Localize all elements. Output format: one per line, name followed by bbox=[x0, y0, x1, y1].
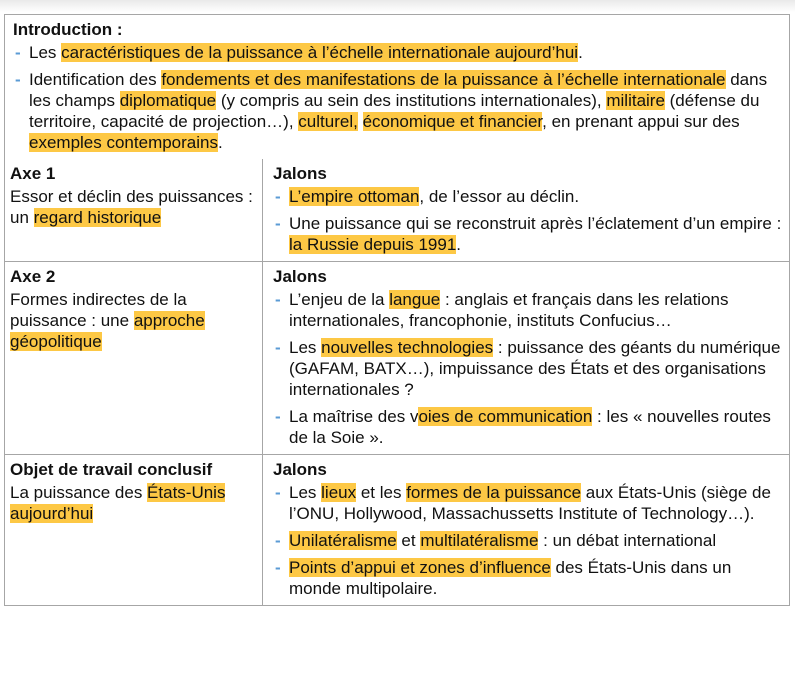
text-run: La puissance des bbox=[10, 483, 148, 502]
text-run: des États-Unis dans un monde multipolaire. bbox=[289, 558, 732, 598]
text-run: Les bbox=[289, 338, 322, 357]
highlighted-text: langue bbox=[389, 290, 441, 309]
bullet-dash-icon: - bbox=[275, 290, 281, 309]
highlighted-text: caractéristiques de la puissance à l’échelle internationale aujourd’hui bbox=[61, 43, 579, 62]
highlighted-text: formes de la puissance bbox=[406, 483, 582, 502]
bullet-dash-icon: - bbox=[15, 70, 21, 89]
list-item bbox=[273, 337, 783, 400]
jalons-title: Jalons bbox=[273, 164, 327, 183]
bullet-dash-icon: - bbox=[275, 187, 281, 206]
list-item bbox=[273, 557, 783, 599]
intro-list bbox=[13, 42, 781, 153]
axis-row bbox=[5, 454, 789, 605]
axis-description bbox=[10, 482, 258, 524]
jalons-title: Jalons bbox=[273, 267, 327, 286]
text-run: et les bbox=[356, 483, 407, 502]
intro-title: Introduction : bbox=[13, 20, 123, 39]
jalons-cell bbox=[263, 262, 789, 454]
highlighted-text: exemples contemporains bbox=[29, 133, 218, 152]
program-table bbox=[4, 14, 790, 606]
text-run: et bbox=[396, 531, 421, 550]
axis-cell bbox=[5, 159, 263, 261]
highlighted-text: fondements et des manifestations de la puissance à l’échelle internationale bbox=[161, 70, 726, 89]
jalons-title: Jalons bbox=[273, 460, 327, 479]
axis-description bbox=[10, 289, 258, 352]
text-run bbox=[358, 112, 363, 131]
highlighted-text: culturel, bbox=[298, 112, 358, 131]
text-run: Une puissance qui se reconstruit après l’éclatement d’un empire : bbox=[289, 214, 782, 233]
text-run: , en prenant appui sur des bbox=[542, 112, 740, 131]
highlighted-text: la Russie depuis 1991 bbox=[289, 235, 457, 254]
text-run: Les bbox=[29, 43, 62, 62]
text-run: La maîtrise des v bbox=[289, 407, 419, 426]
highlighted-text: approche géopolitique bbox=[10, 311, 205, 351]
text-run: : anglais et français dans les relations internationales, francophonie, instituts Confucius… bbox=[289, 290, 729, 330]
highlighted-text: militaire bbox=[606, 91, 665, 110]
axis-title: Objet de travail conclusif bbox=[10, 460, 213, 479]
axis-row bbox=[5, 159, 789, 261]
text-run: L’enjeu de la bbox=[289, 290, 390, 309]
text-run: Essor et déclin des puissances : un bbox=[10, 187, 253, 227]
text-run: (y compris au sein des institutions internationales), bbox=[216, 91, 607, 110]
text-run: : un débat international bbox=[538, 531, 717, 550]
bullet-dash-icon: - bbox=[15, 43, 21, 62]
list-item bbox=[13, 69, 781, 153]
axis-cell bbox=[5, 262, 263, 454]
jalons-list bbox=[273, 289, 783, 448]
highlighted-text: multilatéralisme bbox=[420, 531, 539, 550]
bullet-dash-icon: - bbox=[275, 338, 281, 357]
jalons-list bbox=[273, 482, 783, 599]
jalons-cell bbox=[263, 455, 789, 605]
highlighted-text: lieux bbox=[321, 483, 357, 502]
list-item bbox=[273, 482, 783, 524]
list-item bbox=[273, 213, 783, 255]
text-run: (défense du territoire, capacité de projection…), bbox=[29, 91, 760, 131]
list-item bbox=[273, 406, 783, 448]
highlighted-text: regard historique bbox=[33, 208, 162, 227]
axis-title: Axe 1 bbox=[10, 164, 56, 183]
axis-description bbox=[10, 186, 258, 228]
text-run: Identification des bbox=[29, 70, 162, 89]
intro-row bbox=[5, 15, 789, 159]
text-run: aux États-Unis (siège de l’ONU, Hollywood, Massachussetts Institute of Technology…). bbox=[289, 483, 771, 523]
highlighted-text: Points d’appui et zones d’influence bbox=[289, 558, 551, 577]
list-item bbox=[273, 289, 783, 331]
highlighted-text: nouvelles technologies bbox=[321, 338, 494, 357]
text-run: dans les champs bbox=[29, 70, 768, 110]
axis-cell bbox=[5, 455, 263, 605]
bullet-dash-icon: - bbox=[275, 214, 281, 233]
axis-title: Axe 2 bbox=[10, 267, 56, 286]
highlighted-text: diplomatique bbox=[119, 91, 217, 110]
text-run: , de l’essor au déclin. bbox=[419, 187, 580, 206]
text-run: Formes indirectes de la puissance : une bbox=[10, 290, 187, 330]
text-run: . bbox=[578, 43, 583, 62]
highlighted-text: L’empire ottoman bbox=[289, 187, 420, 206]
text-run: : puissance des géants du numérique (GAFAM, BATX…), impuissance des États et des organisations internationales ? bbox=[289, 338, 781, 399]
top-shadow bbox=[0, 0, 795, 12]
text-run: Les bbox=[289, 483, 322, 502]
bullet-dash-icon: - bbox=[275, 531, 281, 550]
bullet-dash-icon: - bbox=[275, 558, 281, 577]
text-run: . bbox=[217, 133, 223, 152]
list-item bbox=[273, 530, 783, 551]
text-run: . bbox=[456, 235, 462, 254]
highlighted-text: économique et financier bbox=[362, 112, 543, 131]
jalons-list bbox=[273, 186, 783, 255]
highlighted-text: oies de communication bbox=[418, 407, 593, 426]
jalons-cell bbox=[263, 159, 789, 261]
highlighted-text: États-Unis aujourd’hui bbox=[10, 483, 226, 523]
intro-cell bbox=[5, 15, 789, 159]
list-item bbox=[273, 186, 783, 207]
bullet-dash-icon: - bbox=[275, 483, 281, 502]
list-item bbox=[13, 42, 781, 63]
axis-row bbox=[5, 261, 789, 454]
highlighted-text: Unilatéralisme bbox=[289, 531, 397, 550]
bullet-dash-icon: - bbox=[275, 407, 281, 426]
text-run: : les « nouvelles routes de la Soie ». bbox=[289, 407, 771, 447]
